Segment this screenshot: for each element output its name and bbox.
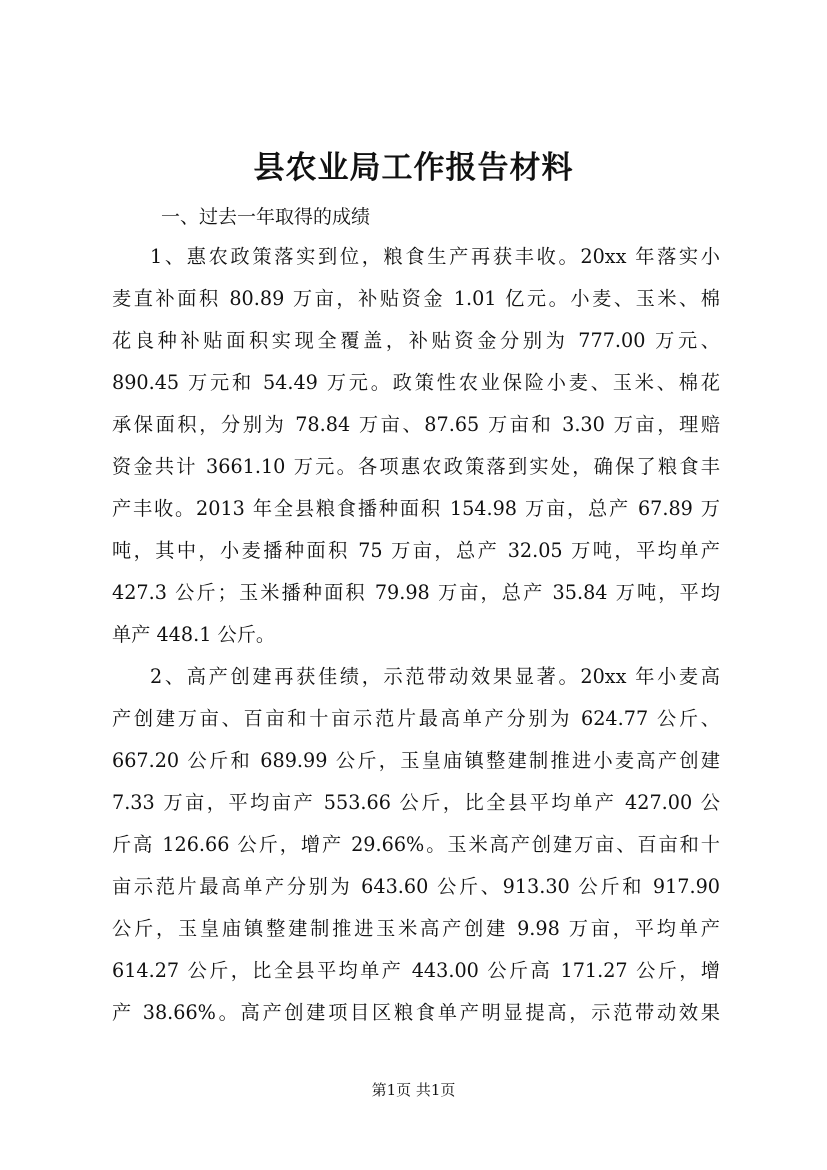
paragraph-2-line: 667.20 公斤和 689.99 公斤，玉皇庙镇整建制推进小麦高产创建 xyxy=(112,749,720,772)
paragraph-1-line: 麦直补面积 80.89 万亩，补贴资金 1.01 亿元。小麦、玉米、棉 xyxy=(112,287,720,310)
paragraph-1-line: 吨，其中，小麦播种面积 75 万亩，总产 32.05 万吨，平均单产 xyxy=(112,539,720,562)
paragraph-2-line: 亩示范片最高单产分别为 643.60 公斤、913.30 公斤和 917.90 xyxy=(112,875,720,898)
paragraph-2-line: 2、高产创建再获佳绩，示范带动效果显著。20xx 年小麦高 xyxy=(150,665,720,688)
paragraph-1-line: 资金共计 3661.10 万元。各项惠农政策落到实处，确保了粮食丰 xyxy=(112,455,720,478)
paragraph-1-line: 承保面积，分别为 78.84 万亩、87.65 万亩和 3.30 万亩，理赔 xyxy=(112,413,720,436)
paragraph-2-line: 7.33 万亩，平均亩产 553.66 公斤，比全县平均单产 427.00 公 xyxy=(112,791,720,814)
paragraph-2-line: 614.27 公斤，比全县平均单产 443.00 公斤高 171.27 公斤，增 xyxy=(112,959,720,982)
paragraph-1-line: 890.45 万元和 54.49 万元。政策性农业保险小麦、玉米、棉花 xyxy=(112,371,720,394)
paragraph-2-line: 产创建万亩、百亩和十亩示范片最高单产分别为 624.77 公斤、 xyxy=(112,707,720,730)
section-heading: 一、过去一年取得的成绩 xyxy=(161,206,371,228)
paragraph-2-line: 斤高 126.66 公斤，增产 29.66%。玉米高产创建万亩、百亩和十 xyxy=(112,833,720,856)
paragraph-2-line: 公斤，玉皇庙镇整建制推进玉米高产创建 9.98 万亩，平均单产 xyxy=(112,917,720,940)
document-title: 县农业局工作报告材料 xyxy=(253,150,574,186)
paragraph-1-line: 427.3 公斤；玉米播种面积 79.98 万亩，总产 35.84 万吨，平均 xyxy=(112,581,720,604)
page-footer: 第1页 共1页 xyxy=(371,1081,456,1099)
paragraph-1-line: 产丰收。2013 年全县粮食播种面积 154.98 万亩，总产 67.89 万 xyxy=(112,497,720,520)
paragraph-1-line: 1、惠农政策落实到位，粮食生产再获丰收。20xx 年落实小 xyxy=(150,245,720,268)
paragraph-1-line: 单产 448.1 公斤。 xyxy=(112,623,276,646)
paragraph-2-line: 产 38.66%。高产创建项目区粮食单产明显提高，示范带动效果 xyxy=(112,1001,720,1024)
paragraph-1-line: 花良种补贴面积实现全覆盖，补贴资金分别为 777.00 万元、 xyxy=(112,329,720,352)
